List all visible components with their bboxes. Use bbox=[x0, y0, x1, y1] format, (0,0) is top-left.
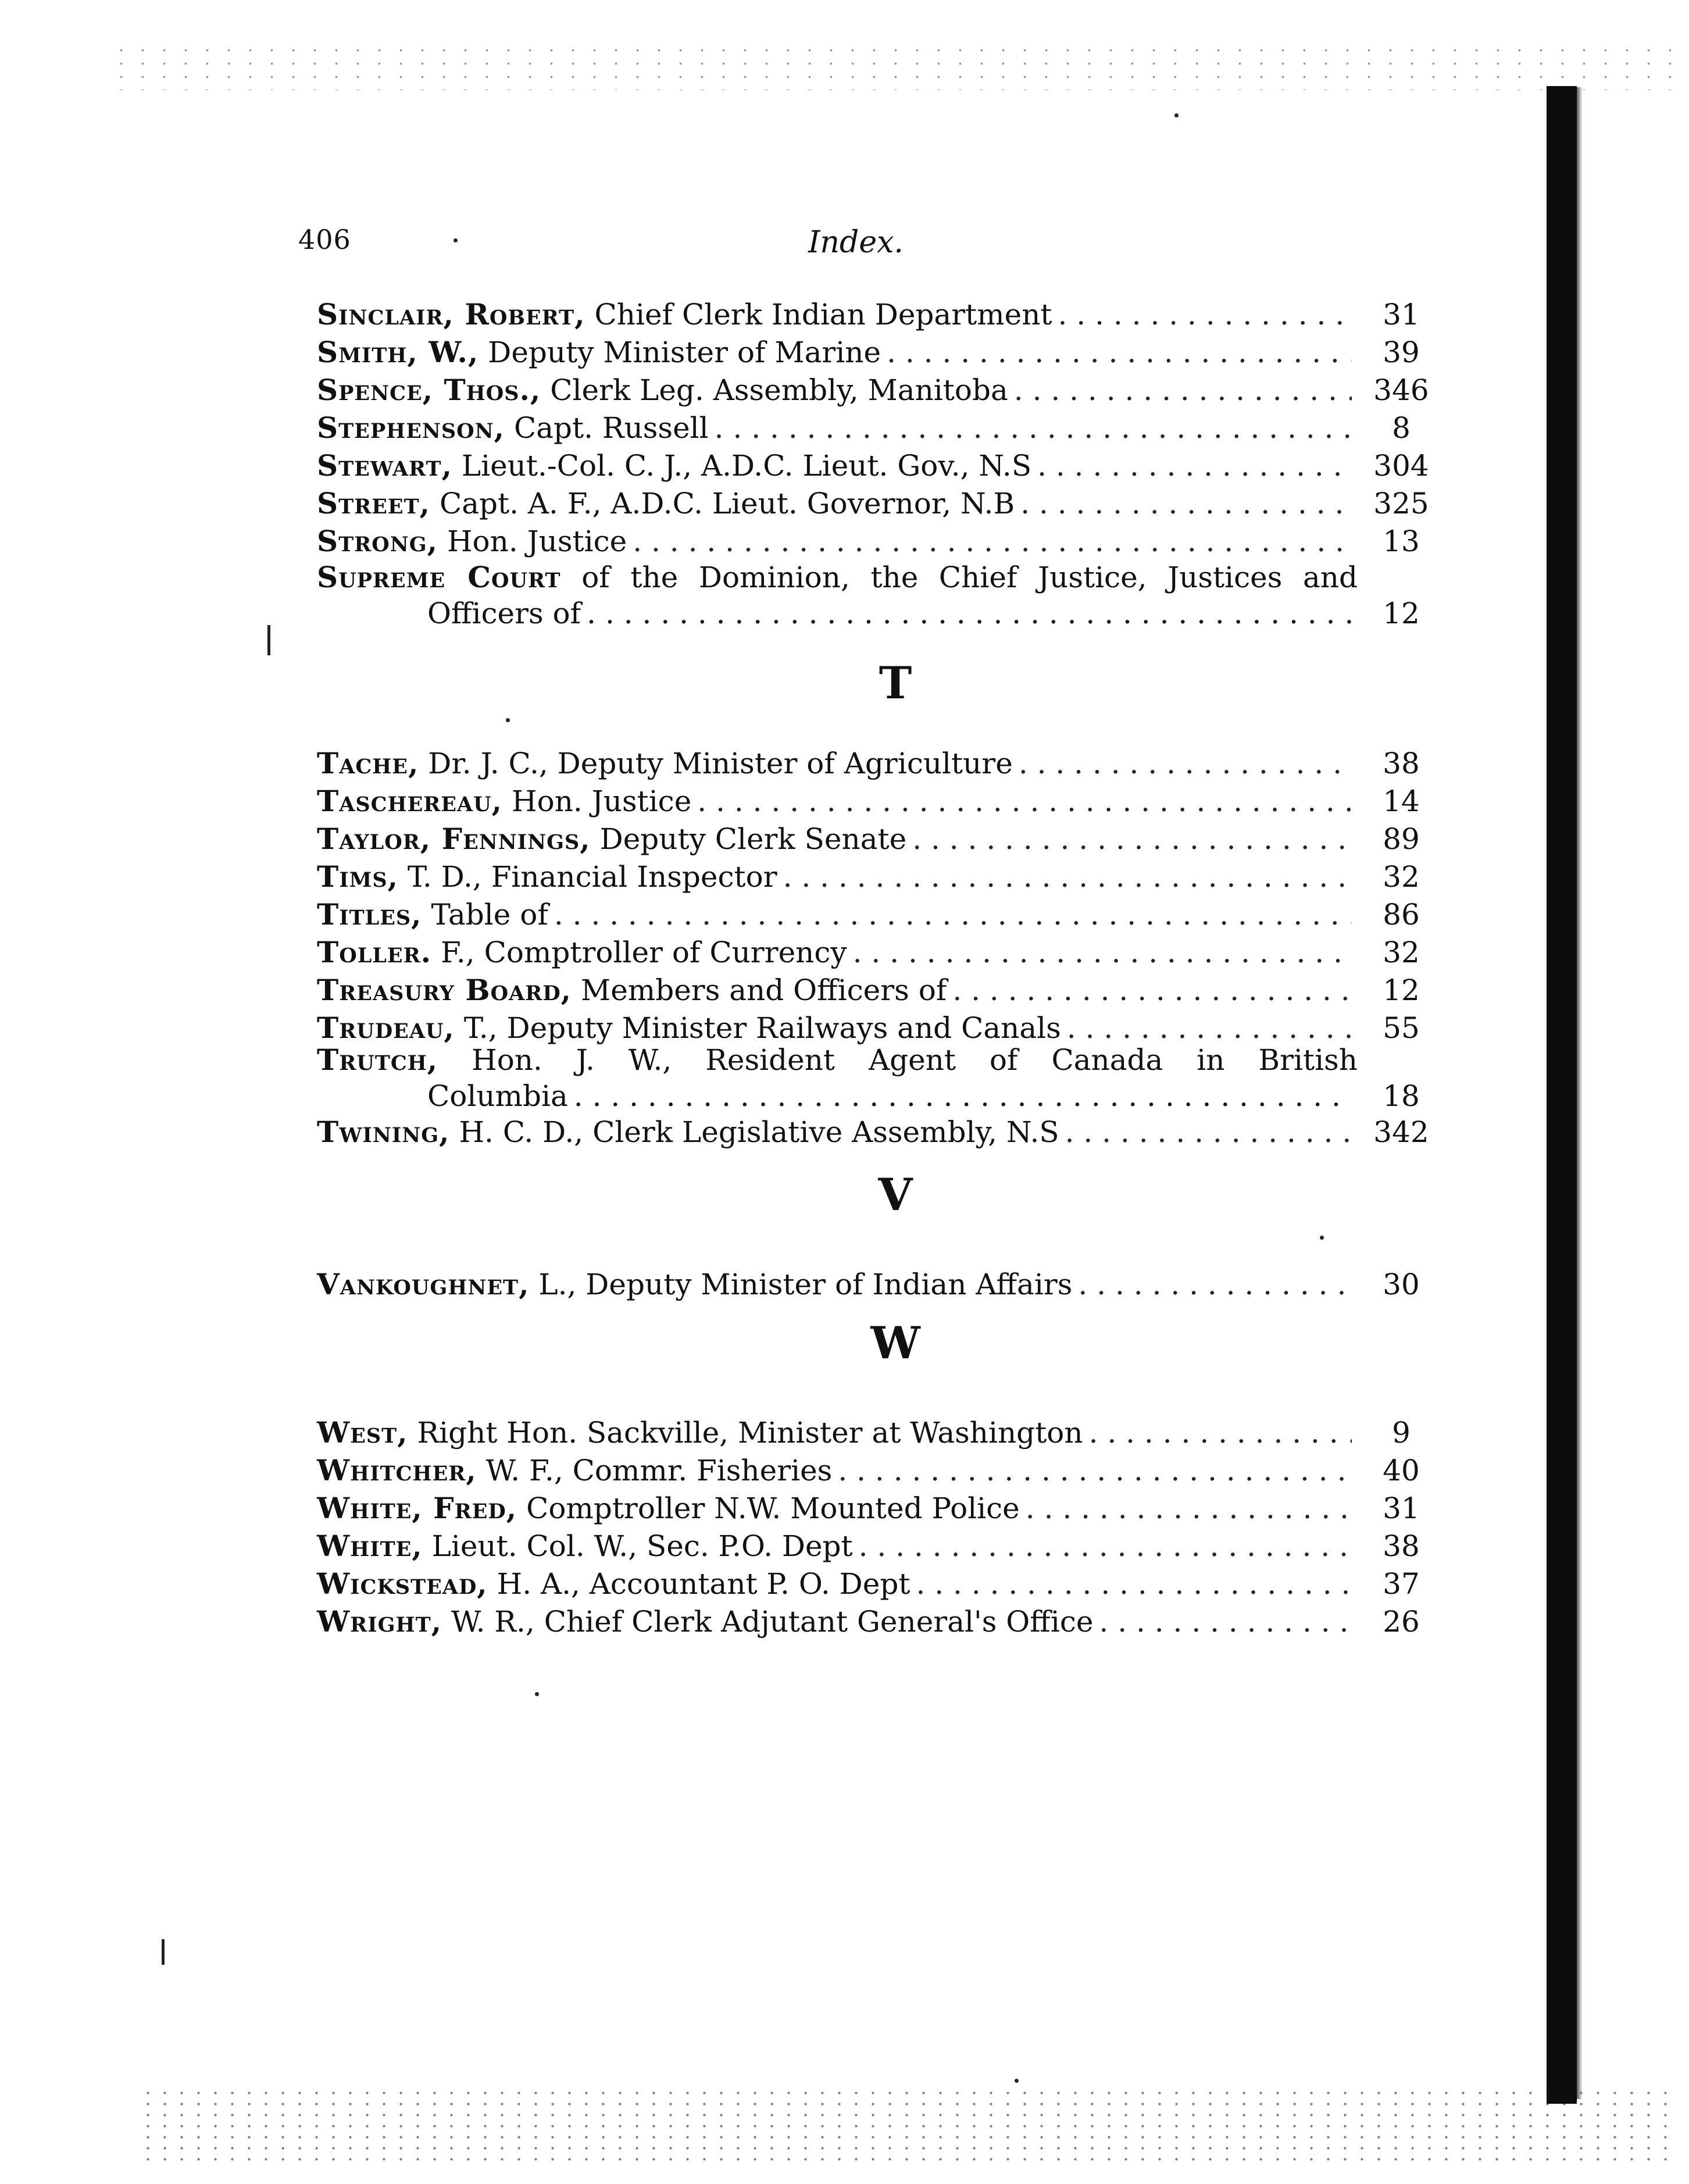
entry-page: 30 bbox=[1383, 1268, 1420, 1301]
entry-desc: Right Hon. Sackville, Minister at Washington bbox=[417, 1416, 1083, 1450]
dot-leader bbox=[1026, 1490, 1352, 1526]
trutch-line2 bbox=[427, 1078, 1420, 1114]
index-entry bbox=[317, 1528, 1420, 1564]
index-entry bbox=[317, 486, 1429, 522]
dot-leader bbox=[916, 1566, 1352, 1602]
entry-name: Smith, W., bbox=[317, 335, 479, 369]
entry-page: 38 bbox=[1383, 747, 1420, 780]
entry-page: 86 bbox=[1383, 898, 1420, 932]
section-letter-w: W bbox=[870, 1317, 920, 1369]
entry-desc: Columbia bbox=[427, 1079, 568, 1113]
scan-speck bbox=[506, 718, 510, 722]
dot-leader bbox=[912, 821, 1352, 857]
entry-page: 26 bbox=[1383, 1605, 1420, 1639]
scan-noise-bottom bbox=[140, 2087, 1674, 2163]
page-number: 406 bbox=[298, 224, 351, 255]
entry-page: 40 bbox=[1383, 1454, 1420, 1487]
index-entry bbox=[317, 1415, 1411, 1451]
dot-leader bbox=[1067, 1010, 1352, 1046]
entry-page: 346 bbox=[1373, 373, 1429, 407]
binding-shadow bbox=[1547, 86, 1577, 2104]
scan-mark bbox=[162, 1939, 165, 1965]
index-entry bbox=[317, 448, 1429, 484]
index-entry bbox=[317, 1010, 1420, 1046]
entry-name: Strong, bbox=[317, 524, 438, 558]
binding-shadow-edge bbox=[1577, 87, 1583, 2099]
entry-name: Supreme Court bbox=[317, 560, 561, 594]
entry-desc: of the Dominion, the Chief Justice, Justices and bbox=[581, 561, 1358, 594]
entry-name: Stewart, bbox=[317, 448, 452, 483]
dot-leader bbox=[1065, 1114, 1352, 1150]
entry-page: 89 bbox=[1383, 822, 1420, 856]
entry-desc: Lieut.-Col. C. J., A.D.C. Lieut. Gov., N.S bbox=[461, 449, 1032, 483]
entry-desc: Chief Clerk Indian Department bbox=[594, 298, 1052, 331]
scan-speck bbox=[535, 1692, 539, 1696]
entry-desc: Capt. A. F., A.D.C. Lieut. Governor, N.B bbox=[439, 487, 1015, 520]
entry-desc: Hon. Justice bbox=[512, 784, 692, 818]
dot-leader bbox=[853, 934, 1352, 970]
entry-desc: L., Deputy Minister of Indian Affairs bbox=[538, 1268, 1073, 1301]
entry-name: White, bbox=[317, 1529, 423, 1563]
index-entry bbox=[317, 1490, 1420, 1526]
scan-speck bbox=[1174, 113, 1179, 117]
dot-leader bbox=[783, 859, 1352, 895]
entry-name: Spence, Thos., bbox=[317, 373, 541, 407]
index-entry bbox=[317, 1566, 1420, 1602]
entry-desc: Hon. Justice bbox=[447, 524, 627, 558]
trutch-line1 bbox=[317, 1042, 1358, 1078]
dot-leader bbox=[1019, 745, 1352, 781]
dot-leader bbox=[1078, 1266, 1352, 1302]
entry-desc: Officers of bbox=[427, 597, 581, 630]
entry-name: Titles, bbox=[317, 897, 422, 932]
entry-desc: Deputy Minister of Marine bbox=[488, 336, 881, 369]
index-entry bbox=[317, 783, 1420, 819]
entry-page: 8 bbox=[1392, 411, 1411, 445]
entry-page: 325 bbox=[1373, 487, 1429, 520]
entry-desc: Clerk Leg. Assembly, Manitoba bbox=[550, 373, 1008, 407]
entry-desc: Capt. Russell bbox=[513, 411, 709, 445]
entry-name: Tims, bbox=[317, 859, 399, 894]
dot-leader bbox=[554, 897, 1352, 933]
running-head: Index. bbox=[808, 225, 904, 260]
entry-desc: H. A., Accountant P. O. Dept bbox=[497, 1567, 910, 1601]
entry-desc: F., Comptroller of Currency bbox=[441, 936, 847, 969]
index-entry bbox=[317, 1604, 1420, 1640]
entry-desc: Dr. J. C., Deputy Minister of Agriculture bbox=[428, 747, 1013, 780]
entry-name: Street, bbox=[317, 486, 431, 520]
entry-name: Twining, bbox=[317, 1115, 450, 1149]
dot-leader bbox=[1037, 448, 1352, 484]
entry-page: 31 bbox=[1383, 1491, 1420, 1525]
dot-leader bbox=[859, 1528, 1352, 1564]
entry-name: Taylor, Fennings, bbox=[317, 822, 591, 856]
index-entry bbox=[317, 934, 1420, 970]
index-entry bbox=[317, 859, 1420, 895]
dot-leader bbox=[1089, 1415, 1352, 1451]
dot-leader bbox=[887, 334, 1352, 370]
dot-leader bbox=[1014, 372, 1352, 408]
entry-name: Vankoughnet, bbox=[317, 1267, 530, 1301]
dot-leader bbox=[952, 972, 1352, 1008]
entry-page: 14 bbox=[1383, 784, 1420, 818]
supreme-court-line2 bbox=[427, 595, 1420, 631]
entry-name: Trudeau, bbox=[317, 1011, 455, 1045]
dot-leader bbox=[574, 1078, 1352, 1114]
entry-page: 37 bbox=[1383, 1567, 1420, 1601]
index-entry bbox=[317, 523, 1420, 559]
dot-leader bbox=[715, 410, 1352, 446]
entry-name: Wickstead, bbox=[317, 1566, 488, 1601]
entry-page: 39 bbox=[1383, 336, 1420, 369]
index-entry bbox=[317, 972, 1420, 1008]
entry-desc: Hon. J. W., Resident Agent of Canada in British bbox=[472, 1043, 1358, 1077]
dot-leader bbox=[1099, 1604, 1352, 1640]
supreme-court-line1 bbox=[317, 559, 1358, 595]
entry-desc: Members and Officers of bbox=[581, 973, 947, 1007]
entry-name: Whitcher, bbox=[317, 1453, 477, 1487]
entry-name: Sinclair, Robert, bbox=[317, 297, 585, 331]
entry-desc: W. R., Chief Clerk Adjutant General's Office bbox=[451, 1605, 1094, 1639]
entry-page: 18 bbox=[1383, 1079, 1420, 1113]
entry-name: Taschereau, bbox=[317, 784, 503, 818]
entry-page: 13 bbox=[1383, 524, 1420, 558]
entry-desc: W. F., Commr. Fisheries bbox=[485, 1454, 833, 1487]
entry-page: 12 bbox=[1383, 597, 1420, 630]
dot-leader bbox=[1020, 486, 1352, 522]
index-entry bbox=[317, 745, 1420, 781]
scan-speck bbox=[454, 238, 458, 242]
index-entry bbox=[317, 1266, 1420, 1302]
index-entry bbox=[317, 297, 1420, 333]
entry-page: 31 bbox=[1383, 298, 1420, 331]
scan-noise-top bbox=[110, 44, 1674, 90]
index-entry bbox=[317, 821, 1420, 857]
index-entry bbox=[317, 897, 1420, 933]
index-entry-twining bbox=[317, 1114, 1429, 1150]
entry-page: 304 bbox=[1373, 449, 1429, 483]
entry-desc: T. D., Financial Inspector bbox=[407, 860, 777, 894]
entry-name: Trutch, bbox=[317, 1043, 438, 1077]
dot-leader bbox=[1058, 297, 1352, 333]
entry-page: 12 bbox=[1383, 973, 1420, 1007]
entry-name: Tache, bbox=[317, 746, 419, 780]
dot-leader bbox=[838, 1453, 1352, 1489]
scan-speck bbox=[1320, 1236, 1324, 1240]
index-entry bbox=[317, 1453, 1420, 1489]
section-letter-t: T bbox=[879, 657, 912, 709]
entry-name: Wright, bbox=[317, 1604, 442, 1639]
dot-leader bbox=[587, 595, 1352, 631]
entry-page: 32 bbox=[1383, 860, 1420, 894]
entry-name: Treasury Board, bbox=[317, 973, 572, 1007]
entry-desc: H. C. D., Clerk Legislative Assembly, N.S bbox=[459, 1115, 1059, 1149]
scan-speck bbox=[1015, 2079, 1019, 2083]
entry-desc: T., Deputy Minister Railways and Canals bbox=[463, 1011, 1061, 1045]
dot-leader bbox=[633, 523, 1352, 559]
entry-desc: Table of bbox=[431, 898, 548, 932]
entry-name: Stephenson, bbox=[317, 411, 505, 445]
scan-mark bbox=[267, 625, 270, 655]
index-entry bbox=[317, 372, 1429, 408]
entry-page: 9 bbox=[1392, 1416, 1411, 1450]
entry-name: Toller. bbox=[317, 935, 432, 969]
entry-page: 32 bbox=[1383, 936, 1420, 969]
section-letter-v: V bbox=[878, 1169, 913, 1221]
entry-desc: Lieut. Col. W., Sec. P.O. Dept bbox=[431, 1529, 853, 1563]
index-entry bbox=[317, 410, 1411, 446]
entry-name: West, bbox=[317, 1415, 408, 1450]
entry-desc: Comptroller N.W. Mounted Police bbox=[526, 1491, 1020, 1525]
index-entry bbox=[317, 334, 1420, 370]
entry-page: 38 bbox=[1383, 1529, 1420, 1563]
entry-name: White, Fred, bbox=[317, 1491, 517, 1525]
dot-leader bbox=[697, 783, 1352, 819]
entry-page: 55 bbox=[1383, 1011, 1420, 1045]
entry-desc: Deputy Clerk Senate bbox=[599, 822, 907, 856]
entry-page: 342 bbox=[1373, 1115, 1429, 1149]
